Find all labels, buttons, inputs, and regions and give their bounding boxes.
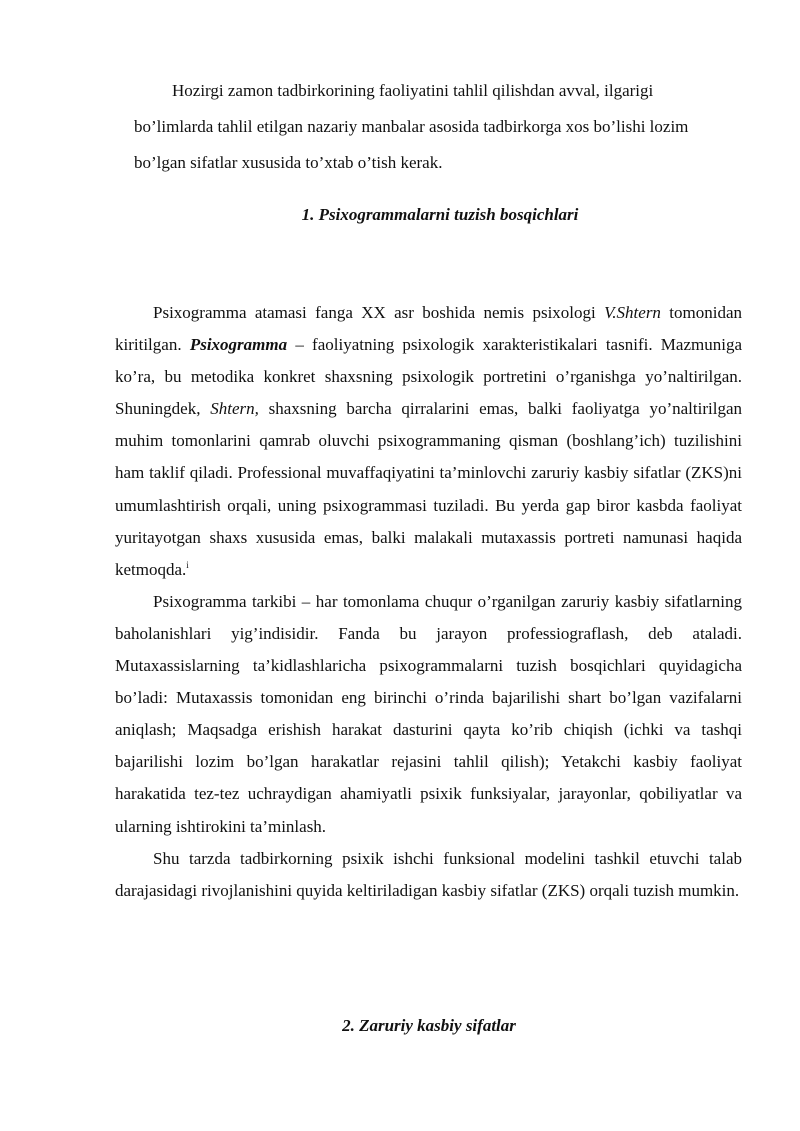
- section-heading-1: 1. Psixogrammalarni tuzish bosqichlari: [301, 205, 579, 224]
- intro-paragraph: Hozirgi zamon tadbirkorining faoliyatini tahlil qilishdan avval, ilgarigi bo’limlarda tahlil etilgan nazariy manbalar asosida tadbirkorga xos bo’lishi lozim bo’lgan sifatlar xususida to’xtab o’tish kerak.: [134, 81, 689, 172]
- paragraph-2: Psixogramma tarkibi – har tomonlama chuqur o’rganilgan zaruriy kasbiy sifatlarning baholanishlari yig’indisidir. Fanda bu jarayon professiograflash, deb ataladi. Mutaxassislarning ta’kidlashlaricha psixogrammalarni tuzish bosqichlari quyidagicha bo’ladi: Mutaxassis tomonidan eng birinchi o’rinda bajarilishi shart bo’lgan vazifalarni aniqlash; Maqsadga erishish harakat dasturini qayta ko’rib chiqish (ichki va tashqi bajarilishi lozim bo’lgan harakatlar rejasini tahlil qilish); Yetakchi kasbiy faoliyat harakatida tez-tez uchraydigan ahamiyatli psixik funksiyalar, jarayonlar, qobiliyatlar va ularning ishtirokini ta’minlash.: [115, 591, 742, 836]
- p1-text-c: tomonidan kiritilgan.: [115, 303, 742, 355]
- footnote-marker[interactable]: i: [186, 559, 189, 570]
- p1-author-name: V.Shtern: [604, 303, 661, 322]
- p1-text-e: – faoliyatning psixologik xarakteristikalari tasnifi. Mazmuniga ko’ra, bu metodika konkret shaxsning psixologik portretini o’rganishga yo’naltirilgan. Shuningdek,: [115, 335, 742, 419]
- paragraph-3: Shu tarzda tadbirkorning psixik ishchi funksional modelini tashkil etuvchi talab darajasidagi rivojlanishini quyida keltiriladigan kasbiy sifatlar (ZKS) orqali tuzish mumkin.: [115, 848, 742, 900]
- body-text: [115, 297, 742, 907]
- section-heading-2: 2. Zaruriy kasbiy sifatlar: [342, 1016, 516, 1035]
- p1-term: Psixogramma: [189, 335, 288, 355]
- p1-text-g: shaxsning barcha qirralarini emas, balki faoliyatga yo’naltirilgan muhim tomonlarini qamrab oluvchi psixogrammaning qisman (boshlang’ich) tuzilishini ham taklif qiladi. Professional muvaffaqiyatini ta’minlovchi zaruriy kasbiy sifatlar (ZKS)ni umumlashtirish orqali, uning psixogrammasi tuziladi. Bu yerda gap biror kasbda faoliyat yuritayotgan shaxs xususida emas, balki malakali mutaxassis portreti namunasi haqida ketmoqda.: [115, 399, 742, 579]
- p1-text-a: Psixogramma atamasi fanga XX asr boshida nemis psixologi: [153, 303, 605, 322]
- paragraph-1: [115, 297, 742, 586]
- p1-author-name-2: Shtern,: [210, 399, 259, 419]
